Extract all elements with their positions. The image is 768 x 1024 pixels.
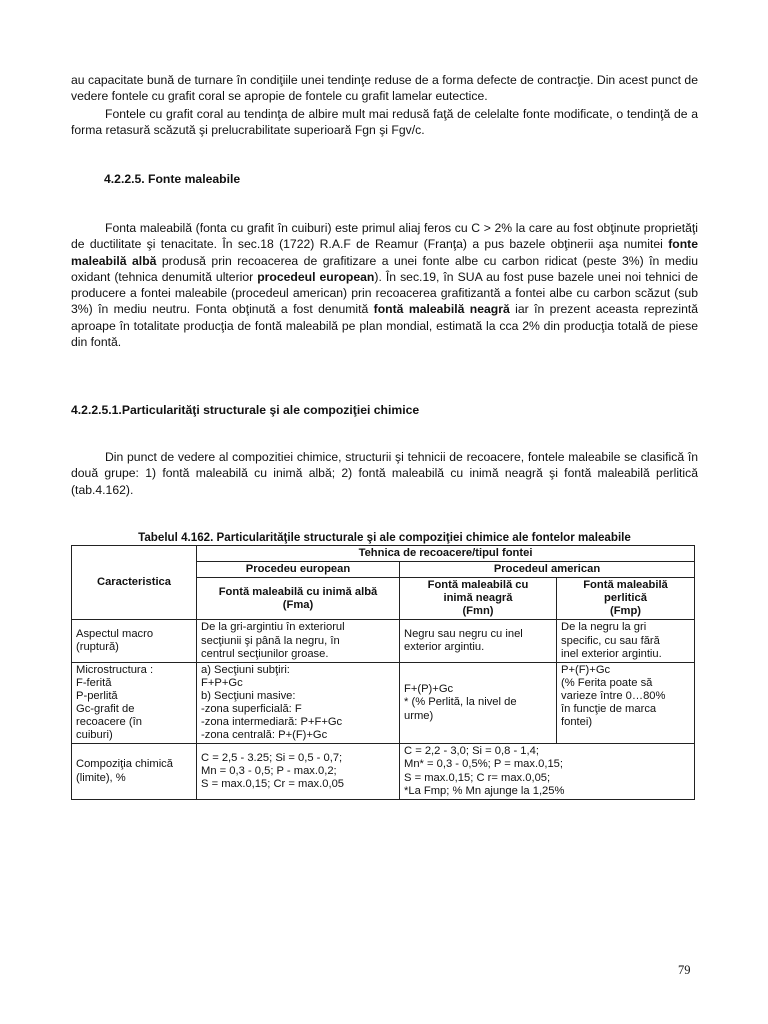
paragraph-3: Fonta maleabilă (fonta cu grafit în cuiburi) este primul aliaj feros cu C > 2% la care au fost obţinute proprietăţi de ductilitate şi tenacitate. În sec.18 (1722) R.A.F de Reamur (Franţa) a pus bazele obţinerii aşa numitei fonte maleabilă albă produsă prin recoacerea de grafitizare a unei fonte albe cu carbon ridicat (peste 3%) în mediu oxidant (tehnica denumită ulterior procedeul european). În sec.19, în SUA au fost puse bazele unei noi tehnici de producere a fontei maleabile (procedeul american) prin recoacerea grafitizantă a fontei albe cu carbon scăzut (sub 3%) în mediu neutru. Fonta obţinută a fost denumită fontă maleabilă neagră iar în prezent aceasta reprezintă aproape în totalitate producţia de fontă maleabilă pe plan mondial, estimată la cca 2% din producţia totală de piese din fontă. [71, 221, 699, 350]
cell-aspect-fmp: De la negru la gri specific, cu sau fără inel exterior argintiu. [557, 620, 695, 662]
paragraph-2: Fontele cu grafit coral au tendinţa de albire mult mai redusă faţă de celelalte fonte modificate, o tendinţă de a forma retasură scăzută şi prelucrabilitate superioară Fgn şi Fgv/c. [71, 107, 698, 138]
cell-aspect-fma: De la gri-argintiu în exteriorul secţiunii şi până la negru, în centrul secţiunilor groase. [197, 620, 400, 662]
properties-table [71, 545, 695, 800]
table-row-aspect [72, 620, 695, 662]
table-row-composition [72, 744, 695, 799]
cell-micro-fmp: P+(F)+Gc (% Ferita poate să varieze între 0…80% în funcţie de marca fontei) [557, 662, 695, 744]
paragraph-1: au capacitate bună de turnare în condiţiile unei tendinţe reduse de a forma defecte de contracţie. Din acest punct de vedere fontele cu grafit coral se apropie de fontele cu grafit lamelar eutectice. [71, 73, 698, 104]
header-american: Procedeul american [400, 562, 695, 578]
header-european: Procedeu european [197, 562, 400, 578]
row-label-microstructure: Microstructura : F-ferită P-perlită Gc-grafit de recoacere (în cuiburi) [72, 662, 197, 744]
row-label-aspect: Aspectul macro (ruptură) [72, 620, 197, 662]
row-label-composition: Compoziţia chimică (limite), % [72, 744, 197, 799]
header-fmp: Fontă maleabilă perlitică (Fmp) [557, 578, 695, 620]
header-fma: Fontă maleabilă cu inimă albă (Fma) [197, 578, 400, 620]
section-heading-particularitati: 4.2.2.5.1.Particularităţi structurale şi ale compoziţiei chimice [71, 403, 420, 417]
section-heading-fonte-maleabile: 4.2.2.5. Fonte maleabile [104, 172, 241, 186]
cell-composition-fma: C = 2,5 - 3.25; Si = 0,5 - 0,7; Mn = 0,3 - 0,5; P - max.0,2; S = max.0,15; Cr = max.0,05 [197, 744, 400, 799]
table-caption: Tabelul 4.162. Particularităţile structurale şi ale compoziţiei chimice ale fontelor maleabile [138, 531, 631, 544]
paragraph-4: Din punct de vedere al compozitiei chimice, structurii şi tehnicii de recoacere, fontele maleabile se clasifică în două grupe: 1) fontă maleabilă cu inimă albă; 2) fontă maleabilă cu inimă neagră şi fontă maleabilă perlitică (tab.4.162). [71, 450, 698, 497]
table-row-microstructure [72, 662, 695, 744]
cell-composition-fmn-fmp: C = 2,2 - 3,0; Si = 0,8 - 1,4; Mn* = 0,3 - 0,5%; P = max.0,15; S = max.0,15; C r= max.0,05; *La Fmp; % Mn ajunge la 1,25% [400, 744, 695, 799]
table-header-row-1 [72, 546, 695, 562]
cell-micro-fma: a) Secţiuni subţiri: F+P+Gc b) Secţiuni masive: -zona superficială: F -zona intermediară: P+F+Gc -zona centrală: P+(F)+Gc [197, 662, 400, 744]
header-technique: Tehnica de recoacere/tipul fontei [197, 546, 695, 562]
cell-aspect-fmn: Negru sau negru cu inel exterior argintiu. [400, 620, 557, 662]
page-number: 79 [678, 963, 691, 977]
cell-micro-fmn: F+(P)+Gc * (% Perlită, la nivel de urme) [400, 662, 557, 744]
header-fmn: Fontă maleabilă cu inimă neagră (Fmn) [400, 578, 557, 620]
header-caracteristica: Caracteristica [72, 546, 197, 620]
